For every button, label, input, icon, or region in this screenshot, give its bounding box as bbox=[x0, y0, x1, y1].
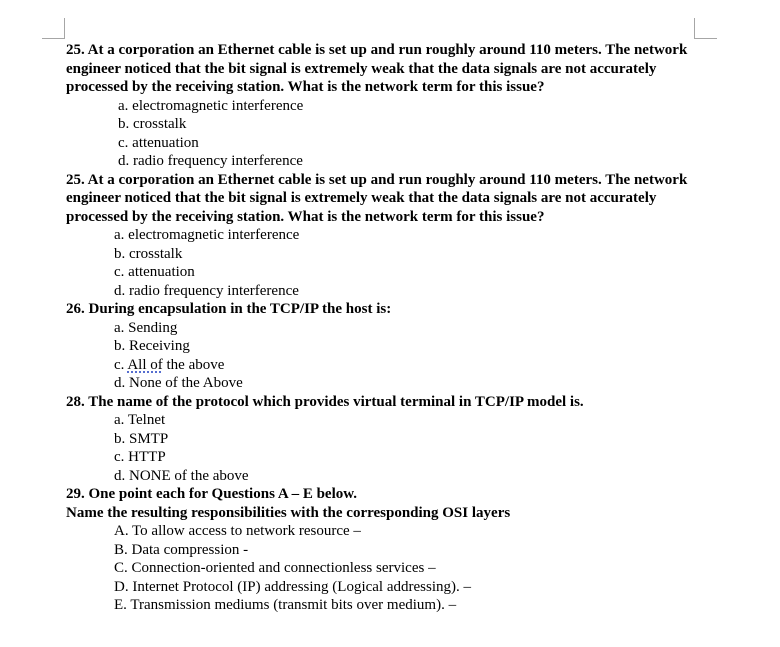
option-item: E. Transmission mediums (transmit bits over medium). – bbox=[114, 597, 457, 613]
question-29-text: 29. One point each for Questions A – E below. bbox=[66, 486, 358, 502]
option-item-c bbox=[114, 356, 706, 375]
option-item: b. crosstalk bbox=[114, 245, 183, 262]
option-item: b. SMTP bbox=[114, 430, 169, 447]
option-item: a. electromagnetic interference bbox=[118, 97, 304, 114]
option-item: c. attenuation bbox=[118, 134, 199, 151]
option-item: C. Connection-oriented and connectionless services – bbox=[114, 560, 436, 576]
question-28-options bbox=[66, 411, 706, 485]
option-item: A. To allow access to network resource – bbox=[114, 523, 361, 539]
option-item: d. None of the Above bbox=[114, 375, 243, 391]
question-25-duplicate-options bbox=[66, 226, 706, 300]
question-29-subtext: Name the resulting responsibilities with the corresponding OSI layers bbox=[66, 504, 511, 521]
option-item: d. NONE of the above bbox=[114, 467, 249, 484]
option-item: c. attenuation bbox=[114, 264, 195, 280]
top-left-margin-mark bbox=[42, 18, 65, 39]
document-page bbox=[66, 41, 706, 615]
question-26-text: 26. During encapsulation in the TCP/IP the host is: bbox=[66, 301, 392, 317]
option-c-prefix: c. bbox=[114, 356, 128, 373]
option-item: a. electromagnetic interference bbox=[114, 227, 300, 243]
option-item: c. HTTP bbox=[114, 449, 166, 465]
question-25-text: 25. At a corporation an Ethernet cable is set up and run roughly around 110 meters. The network engineer noticed that the bit signal is extremely weak that the data signals are not accurately processed by the receiving station. What is the network term for this issue? bbox=[66, 42, 688, 95]
option-c-rest: the above bbox=[162, 356, 225, 373]
question-25-duplicate-text: 25. At a corporation an Ethernet cable is set up and run roughly around 110 meters. The network engineer noticed that the bit signal is extremely weak that the data signals are not accurately processed by the receiving station. What is the network term for this issue? bbox=[66, 171, 688, 225]
question-29-options bbox=[66, 522, 706, 615]
spellcheck-underlined-text: All of bbox=[127, 356, 163, 373]
option-item: B. Data compression - bbox=[114, 541, 249, 558]
top-right-margin-mark bbox=[694, 18, 717, 39]
option-item: d. radio frequency interference bbox=[114, 282, 299, 299]
question-28-text: 28. The name of the protocol which provides virtual terminal in TCP/IP model is. bbox=[66, 393, 584, 410]
question-26-options bbox=[66, 319, 706, 393]
option-item: d. radio frequency interference bbox=[118, 153, 303, 169]
question-25-options bbox=[66, 97, 706, 171]
option-item: D. Internet Protocol (IP) addressing (Logical addressing). – bbox=[114, 578, 471, 595]
option-item: b. Receiving bbox=[114, 338, 190, 354]
option-item: b. crosstalk bbox=[118, 116, 187, 132]
option-item: a. Sending bbox=[114, 319, 178, 336]
option-item: a. Telnet bbox=[114, 412, 166, 428]
